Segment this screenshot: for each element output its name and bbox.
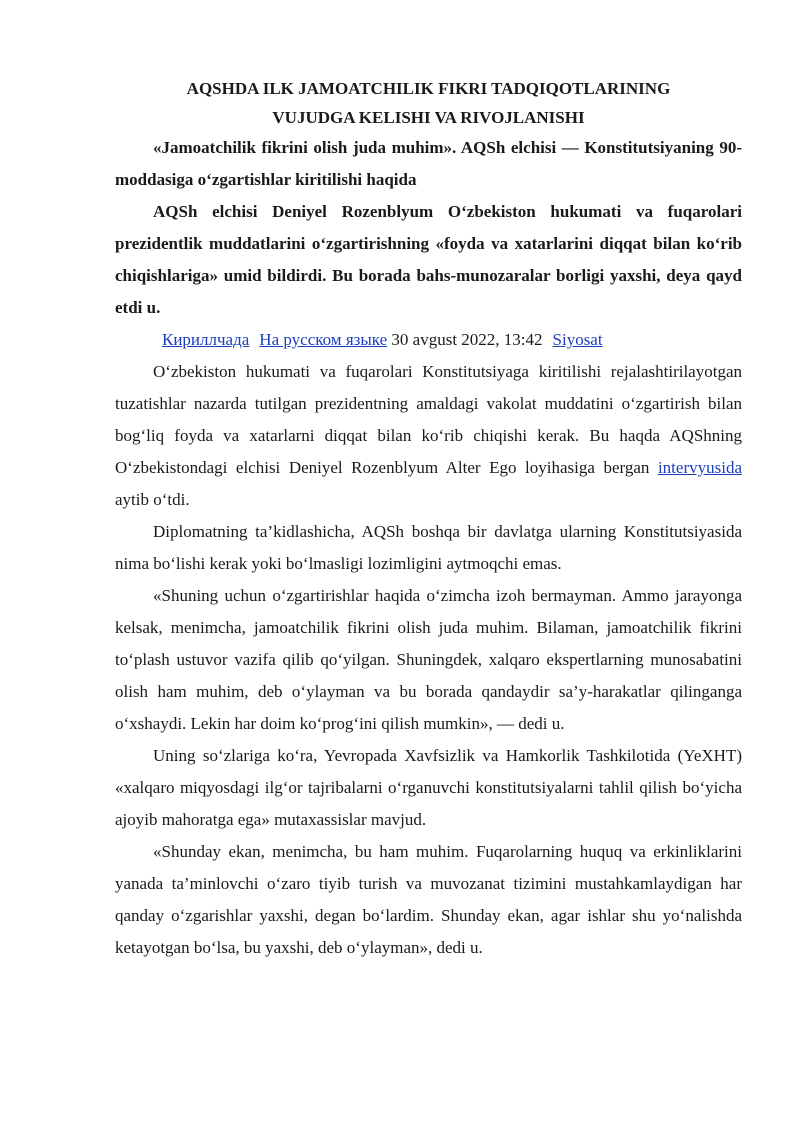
article-meta xyxy=(115,324,742,356)
cyrillic-version-link[interactable]: Кириллчада xyxy=(162,330,250,349)
paragraph-3: «Shuning uchun o‘zgartirishlar haqida o‘zimcha izoh bermayman. Ammo jarayonga kelsak, menimcha, jamoatchilik fikrini olish juda muhim. Bilaman, jamoatchilik fikrini to‘plash ustuvor vazifa qilib qo‘yilgan. Shuningdek, xalqaro ekspertlarning munosabatini olish ham muhim, deb o‘ylayman va bu borada qandaydir sa’y-harakatlar qilinganga o‘xshaydi. Lekin har doim ko‘prog‘ini qilish mumkin», — dedi u. xyxy=(115,586,742,733)
paragraph-1 xyxy=(115,356,742,516)
paragraph-1-text-before: O‘zbekiston hukumati va fuqarolari Konstitutsiyaga kiritilishi rejalashtirilayotgan tuzatishlar nazarda tutilgan prezidentning amaldagi vakolat muddatini o‘zgartirish bilan bog‘liq foyda va xatarlarni diqqat bilan ko‘rib chiqishi kerak. Bu haqda AQShning O‘zbekistondagi elchisi Deniyel Rozenblyum Alter Ego loyihasiga bergan xyxy=(115,362,742,477)
paragraph-1-text-after: aytib o‘tdi. xyxy=(115,490,190,509)
publish-datetime: 30 avgust 2022, 13:42 xyxy=(391,330,543,349)
title-line-1: AQSHDA ILK JAMOATCHILIK FIKRI TADQIQOTLARINING xyxy=(186,79,671,98)
paragraph-5: «Shunday ekan, menimcha, bu ham muhim. Fuqarolarning huquq va erkinliklarini yanada ta’minlovchi o‘zaro tiyib turish va muvozanat tizimini mustahkamlaydigan har qanday o‘zgarishlar yaxshi, degan bo‘lardim. Shunday ekan, agar ishlar shu yo‘nalishda ketayotgan bo‘lsa, bu yaxshi, deb o‘ylayman», dedi u. xyxy=(115,842,742,957)
title-line-2: VUJUDGA KELISHI VA RIVOJLANISHI xyxy=(272,108,585,127)
interview-link[interactable]: intervyusida xyxy=(657,458,742,477)
category-link[interactable]: Siyosat xyxy=(552,330,603,349)
document-title xyxy=(115,74,742,132)
article-headline: «Jamoatchilik fikrini olish juda muhim». AQSh elchisi — Konstitutsiyaning 90-moddasiga o‘zgartishlar kiritilishi haqida xyxy=(115,138,742,189)
paragraph-4: Uning so‘zlariga ko‘ra, Yevropada Xavfsizlik va Hamkorlik Tashkilotida (YeXHT) «xalqaro miqyosdagi ilg‘or tajribalarni o‘rganuvchi konstitutsiyalarni tahlil qilish bo‘yicha ajoyib mahoratga ega» mutaxassislar mavjud. xyxy=(115,746,742,829)
article-lead: AQSh elchisi Deniyel Rozenblyum O‘zbekiston hukumati va fuqarolari prezidentlik muddatlarini o‘zgartirishning «foyda va xatarlarini diqqat bilan ko‘rib chiqishlariga» umid bildirdi. Bu borada bahs-munozaralar borligi yaxshi, deya qayd etdi u. xyxy=(115,202,742,317)
document-page xyxy=(115,74,742,964)
paragraph-2: Diplomatning ta’kidlashicha, AQSh boshqa bir davlatga ularning Konstitutsiyasida nima bo‘lishi kerak yoki bo‘lmasligi lozimligini aytmoqchi emas. xyxy=(115,522,742,573)
russian-version-link[interactable]: На русском языке xyxy=(259,330,388,349)
